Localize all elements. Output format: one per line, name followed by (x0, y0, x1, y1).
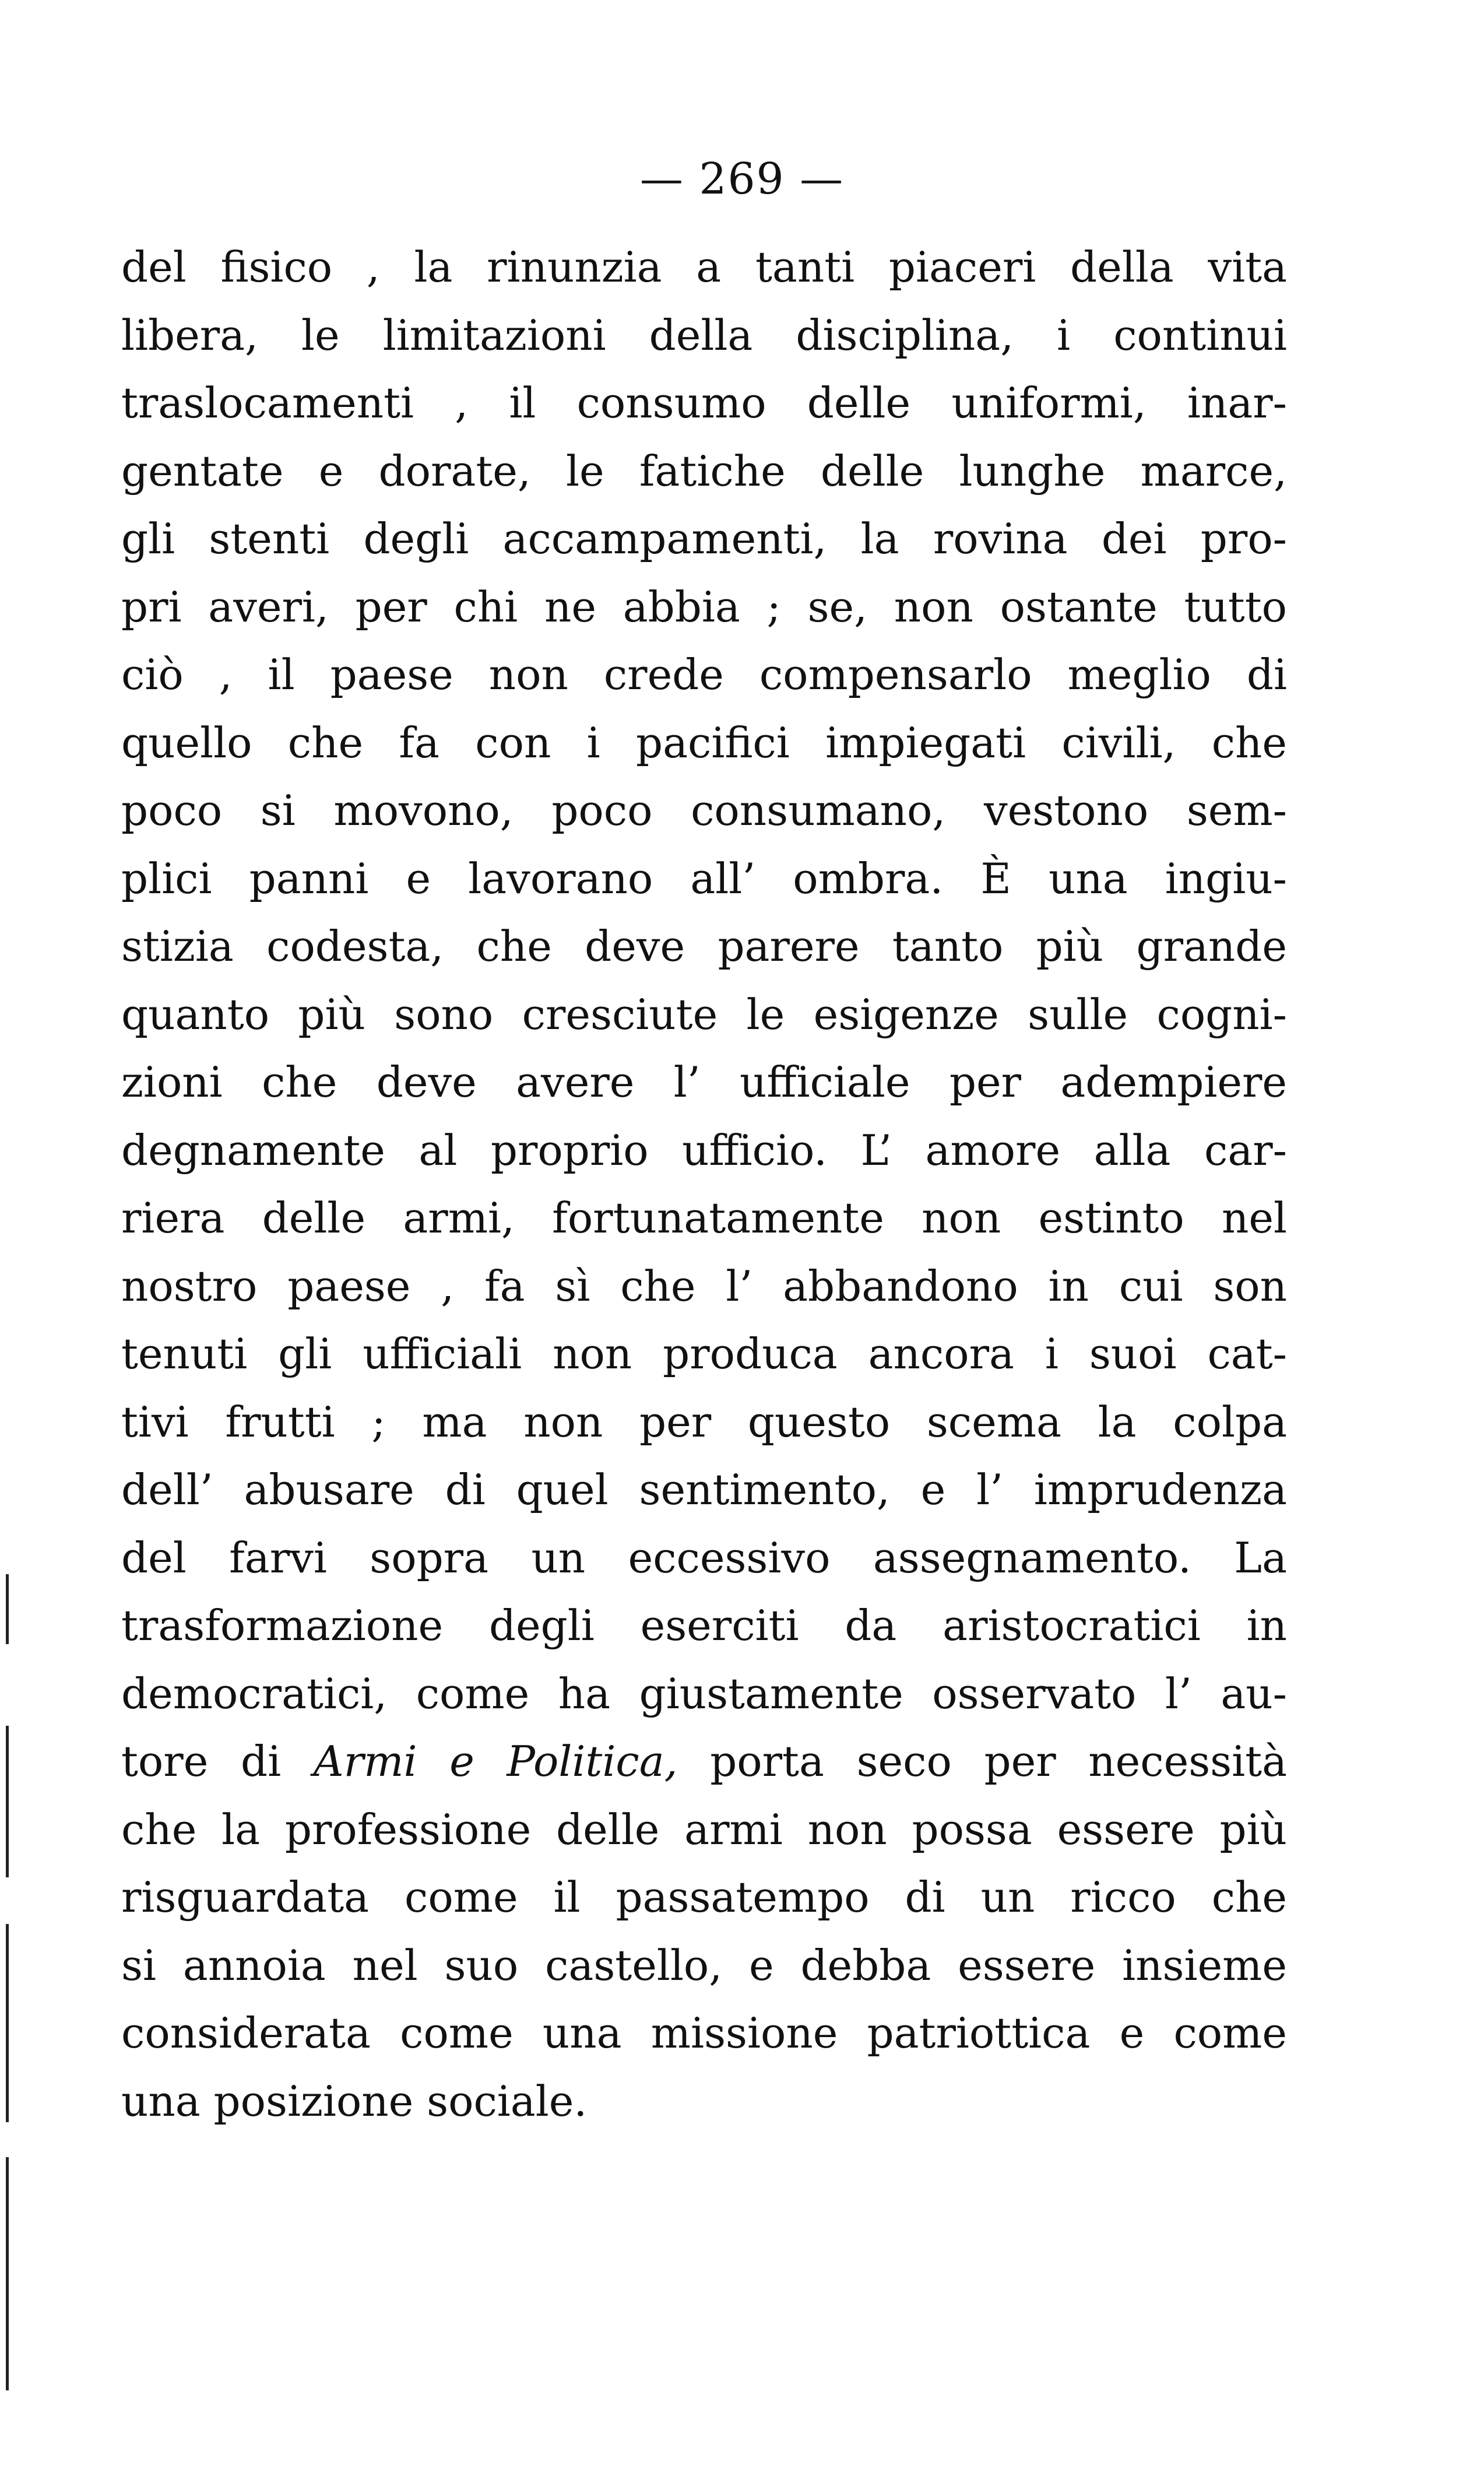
text-line: poco si movono, poco consumano, vestono sem- (121, 786, 1287, 835)
text-line: considerata come una missione patriottica e come (121, 2009, 1287, 2057)
text-line: trasformazione degli eserciti da aristocratici in (121, 1601, 1287, 1650)
text-line: quello che fa con i pacifici impiegati civili, che (121, 718, 1287, 767)
binding-edge-mark (6, 1574, 9, 1644)
text-line: degnamente al proprio ufficio. L’ amore alla car- (121, 1125, 1287, 1175)
text-line: traslocamenti , il consumo delle uniformi, inar- (121, 378, 1287, 427)
binding-edge-mark (6, 1726, 9, 1877)
text-line: che la professione delle armi non possa essere più (121, 1804, 1287, 1854)
text-line: gli stenti degli accampamenti, la rovina dei pro- (121, 514, 1287, 563)
body-text (121, 233, 1287, 2135)
text-line: del fisico , la rinunzia a tanti piaceri della vita (121, 243, 1287, 292)
text-line: libera, le limitazioni della disciplina, i continui (121, 310, 1287, 360)
text-line: pri averi, per chi ne abbia ; se, non ostante tutto (121, 582, 1287, 631)
text-line: ciò , il paese non crede compensarlo meglio di (121, 650, 1287, 699)
text-line: plici panni e lavorano all’ ombra. È una ingiu- (121, 854, 1287, 903)
text-line-italic-title (121, 1727, 1287, 1796)
binding-edge-mark (6, 1924, 9, 2122)
text-line: democratici, come ha giustamente osservato l’ au- (121, 1669, 1287, 1718)
text-fragment: porta seco per necessità (677, 1737, 1288, 1786)
binding-edge-mark (6, 2157, 9, 2390)
text-line: risguardata come il passatempo di un ricco che (121, 1873, 1287, 1922)
text-line: nostro paese , fa sì che l’ abbandono in cui son (121, 1261, 1287, 1311)
text-line: stizia codesta, che deve parere tanto più grande (121, 922, 1287, 971)
text-line: quanto più sono cresciute le esigenze sulle cogni- (121, 989, 1287, 1039)
text-line: del farvi sopra un eccessivo assegnamento. La (121, 1533, 1287, 1582)
text-line: gentate e dorate, le fatiche delle lunghe marce, (121, 446, 1287, 496)
text-line-last: una posizione sociale. (121, 2076, 588, 2126)
book-title-italic: Armi e Politica, (313, 1737, 678, 1786)
text-line: si annoia nel suo castello, e debba essere insieme (121, 1940, 1287, 1990)
text-fragment: tore di (121, 1737, 314, 1786)
text-line: zioni che deve avere l’ ufficiale per adempiere (121, 1058, 1287, 1107)
text-line: dell’ abusare di quel sentimento, e l’ imprudenza (121, 1465, 1287, 1514)
text-line: riera delle armi, fortunatamente non estinto nel (121, 1193, 1287, 1242)
page-number: — 269 — (639, 154, 845, 204)
text-line: tivi frutti ; ma non per questo scema la colpa (121, 1397, 1287, 1446)
text-line: tenuti gli ufficiali non produca ancora i suoi cat- (121, 1329, 1287, 1378)
